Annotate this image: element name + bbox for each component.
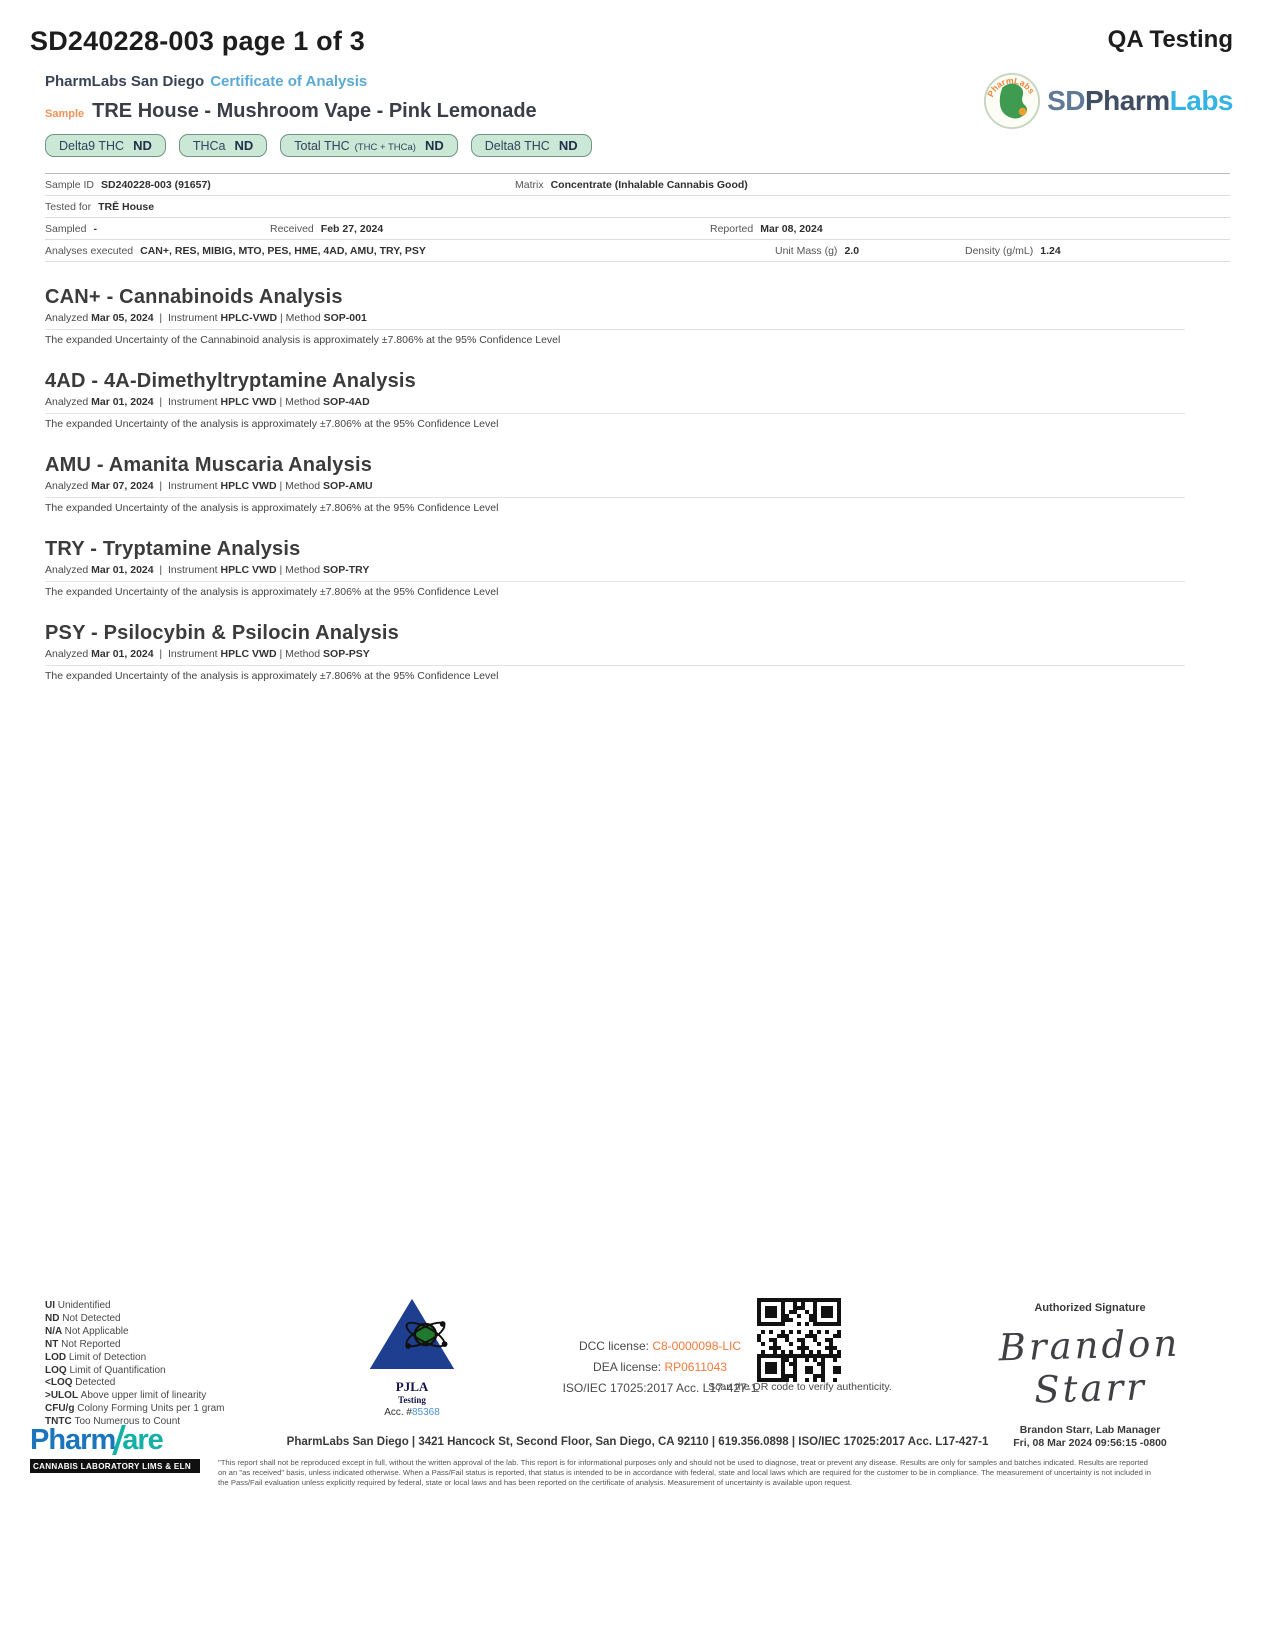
certificate-of-analysis-label: Certificate of Analysis [210, 73, 368, 90]
sample-id-value: SD240228-003 (91657) [101, 178, 211, 191]
legend-text: Colony Forming Units per 1 gram [77, 1403, 225, 1415]
meta-separator: | [276, 396, 286, 408]
section-uncertainty: The expanded Uncertainty of the analysis is approximately ±7.806% at the 95% Confidence Level [45, 665, 1185, 682]
legend-text: Limit of Quantification [69, 1364, 166, 1376]
received-value: Feb 27, 2024 [320, 222, 384, 235]
badge-value: ND [133, 138, 152, 153]
section-title: AMU - Amanita Muscaria Analysis [45, 454, 373, 476]
meta-analyzed-value: Mar 05, 2024 [91, 312, 154, 324]
meta-instrument-label: Instrument [168, 396, 221, 408]
legend-item [45, 1403, 225, 1416]
reported-value: Mar 08, 2024 [760, 222, 823, 235]
pharmware-tagline: CANNABIS LABORATORY LIMS & ELN [30, 1459, 200, 1473]
info-row-1 [45, 174, 1230, 196]
analysis-section-can [45, 286, 1185, 346]
dcc-license-value: C8-0000098-LIC [652, 1339, 742, 1353]
legend-abbr: LOD [45, 1351, 69, 1363]
sample-id-label: Sample ID [45, 178, 95, 191]
meta-separator: | [153, 396, 168, 408]
density-field [965, 245, 1061, 257]
pjla-acc-label: Acc. # [384, 1407, 412, 1418]
brand-pharm: Pharm [1084, 85, 1170, 116]
report-disclaimer: "This report shall not be reproduced except in full, without the written approval of the lab. This report is for informational purposes only and should not be used to diagnose, treat or prevent any disease. Results are only for samples and batches indicated. Results are reported on an "as received" basis, unless indicated otherwise. When a Pass/Fail status is reported, that status is intended to be in accordance with federal, state and local laws which are required for the customer to be in compliance. The measurement of uncertainty is not included in the Pass/Fail evaluation unless explicitly required by federal, state or local laws and has been reported on the certificate of analysis. Measurement of uncertainty is available upon request. [218, 1458, 1152, 1487]
brand-text [1047, 85, 1233, 117]
legend-abbr: LOQ [45, 1364, 70, 1376]
thc-badge [45, 134, 166, 157]
analysis-sections [45, 286, 1185, 682]
section-title: 4AD - 4A-Dimethyltryptamine Analysis [45, 370, 416, 392]
brand-labs: Labs [1169, 85, 1233, 116]
meta-separator: | [276, 648, 286, 660]
section-uncertainty: The expanded Uncertainty of the analysis is approximately ±7.806% at the 95% Confidence Level [45, 413, 1185, 430]
meta-analyzed-value: Mar 01, 2024 [91, 564, 154, 576]
meta-instrument-value: HPLC VWD [220, 564, 277, 576]
meta-instrument-value: HPLC VWD [220, 396, 277, 408]
analyses-field [45, 245, 775, 257]
sample-id-field [45, 179, 515, 191]
meta-instrument-label: Instrument [168, 312, 221, 324]
pharmware-part1: Pharm [30, 1424, 116, 1456]
meta-method-label: Method [285, 312, 324, 324]
signature-date: Fri, 08 Mar 2024 09:56:15 -0800 [1013, 1437, 1167, 1449]
legend-item [45, 1377, 225, 1390]
badge-label: THCa [192, 139, 226, 153]
reported-field [710, 223, 823, 235]
meta-method-value: SOP-AMU [323, 480, 373, 492]
received-label: Received [270, 222, 314, 235]
section-meta [45, 480, 1185, 492]
received-field [270, 223, 710, 235]
badge-label: Delta8 THC [484, 139, 550, 153]
top-header [0, 0, 1275, 57]
section-title: PSY - Psilocybin & Psilocin Analysis [45, 622, 399, 644]
legend-text: Above upper limit of linearity [80, 1390, 207, 1402]
meta-instrument-value: HPLC-VWD [220, 312, 278, 324]
sample-info-block [45, 173, 1230, 262]
section-uncertainty: The expanded Uncertainty of the Cannabinoid analysis is approximately ±7.806% at the 95% Confidence Level [45, 329, 1185, 346]
legend-item [45, 1339, 225, 1352]
tested-for-label: Tested for [45, 200, 92, 213]
pjla-acc-number: 85368 [411, 1407, 440, 1418]
badge-sub: (THC + THCa) [354, 142, 416, 153]
signer-name-title: Brandon Starr, Lab Manager [1019, 1424, 1161, 1436]
legend-abbr: <LOQ [45, 1377, 76, 1389]
legend-item [45, 1313, 225, 1326]
info-row-2 [45, 196, 1230, 218]
thc-badge [280, 134, 457, 157]
legend [45, 1300, 225, 1429]
svg-text:PharmLabs: PharmLabs [985, 75, 1037, 99]
meta-method-label: Method [285, 648, 324, 660]
badge-value: ND [234, 138, 254, 153]
meta-instrument-label: Instrument [168, 564, 221, 576]
pharmware-logo [30, 1424, 200, 1473]
badge-value: ND [558, 138, 578, 153]
meta-separator: | [153, 648, 168, 660]
brand-sd: SD [1047, 85, 1085, 116]
meta-method-value: SOP-001 [323, 312, 367, 324]
legend-item [45, 1365, 225, 1378]
badge-value: ND [424, 138, 444, 153]
analysis-section-try [45, 538, 1185, 598]
iso-accreditation-line: ISO/IEC 17025:2017 Acc. L17-427-1 [562, 1381, 758, 1395]
meta-instrument-label: Instrument [168, 648, 221, 660]
meta-separator: | [153, 564, 168, 576]
thc-badge [471, 134, 592, 157]
sample-name: TRE House - Mushroom Vape - Pink Lemonade [92, 100, 537, 122]
sampled-field [45, 223, 270, 235]
lab-name: PharmLabs San Diego [45, 73, 205, 90]
analyses-value: CAN+, RES, MIBIG, MTO, PES, HME, 4AD, AMU, TRY, PSY [140, 244, 426, 257]
legend-text: Too Numerous to Count [74, 1416, 181, 1428]
matrix-value: Concentrate (Inhalable Cannabis Good) [550, 178, 748, 191]
analysis-section-psy [45, 622, 1185, 682]
pjla-accreditation [352, 1296, 472, 1418]
tested-for-value: TRĒ House [98, 200, 155, 213]
section-meta [45, 312, 1185, 324]
legend-abbr: ND [45, 1312, 63, 1324]
meta-analyzed-value: Mar 01, 2024 [91, 648, 154, 660]
meta-separator: | [276, 480, 286, 492]
sampled-label: Sampled [45, 222, 87, 235]
legend-text: Not Applicable [64, 1325, 129, 1337]
meta-analyzed-label: Analyzed [45, 396, 92, 408]
legend-abbr: CFU/g [45, 1403, 78, 1415]
unit-mass-field [775, 245, 965, 257]
section-meta [45, 648, 1185, 660]
lab-address-line: PharmLabs San Diego | 3421 Hancock St, Second Floor, San Diego, CA 92110 | 619.356.0898 | ISO/IEC 17025:2017 Acc. L17-427-1 [286, 1436, 989, 1448]
density-label: Density (g/mL) [965, 244, 1034, 257]
meta-separator: | [153, 480, 168, 492]
legend-abbr: TNTC [45, 1416, 75, 1428]
legend-abbr: N/A [45, 1325, 65, 1337]
legend-abbr: NT [45, 1338, 62, 1350]
dea-license-value: RP0611043 [664, 1360, 727, 1374]
meta-analyzed-label: Analyzed [45, 564, 92, 576]
meta-analyzed-value: Mar 01, 2024 [91, 396, 154, 408]
sdpharmlabs-logo [983, 72, 1233, 130]
info-row-3 [45, 218, 1230, 240]
sample-label: Sample [45, 108, 85, 120]
analyses-label: Analyses executed [45, 244, 134, 257]
authorized-signature-label: Authorized Signature [1034, 1302, 1146, 1314]
unit-mass-value: 2.0 [844, 244, 860, 257]
tested-for-field [45, 201, 154, 213]
badge-label: Delta9 THC [59, 139, 125, 153]
meta-separator: | [276, 564, 286, 576]
meta-analyzed-label: Analyzed [45, 480, 92, 492]
meta-method-label: Method [285, 480, 324, 492]
pharmware-wordmark [30, 1424, 200, 1457]
matrix-label: Matrix [515, 178, 544, 191]
badge-label: Total THC [294, 139, 350, 153]
meta-method-value: SOP-PSY [323, 648, 370, 660]
legend-abbr: >ULOL [45, 1390, 81, 1402]
unit-mass-label: Unit Mass (g) [775, 244, 838, 257]
legend-text: Unidentified [57, 1300, 111, 1311]
meta-instrument-value: HPLC VWD [220, 648, 277, 660]
pharmware-part2: are [122, 1424, 163, 1456]
meta-method-value: SOP-4AD [323, 396, 370, 408]
meta-method-label: Method [285, 396, 324, 408]
meta-analyzed-value: Mar 07, 2024 [91, 480, 154, 492]
thc-badges [45, 134, 1275, 157]
pjla-sub: Testing [398, 1395, 426, 1405]
signature-script: Brandon Starr [998, 1321, 1181, 1412]
qr-code [757, 1298, 957, 1382]
page-title: SD240228-003 page 1 of 3 [30, 26, 365, 56]
legend-item [45, 1390, 225, 1403]
legend-item [45, 1300, 225, 1313]
pjla-logo-icon [366, 1296, 458, 1373]
analysis-section-amu [45, 454, 1185, 514]
density-value: 1.24 [1040, 244, 1061, 257]
meta-method-label: Method [285, 564, 324, 576]
matrix-field [515, 179, 748, 191]
section-title: CAN+ - Cannabinoids Analysis [45, 286, 343, 308]
meta-method-value: SOP-TRY [323, 564, 370, 576]
legend-item [45, 1352, 225, 1365]
info-row-4 [45, 240, 1230, 262]
meta-instrument-value: HPLC VWD [220, 480, 277, 492]
legend-item [45, 1326, 225, 1339]
thc-badge [179, 134, 267, 157]
legend-text: Limit of Detection [68, 1351, 147, 1363]
meta-analyzed-label: Analyzed [45, 312, 92, 324]
qa-testing-label: QA Testing [1107, 26, 1233, 53]
legend-text: Not Detected [62, 1312, 121, 1324]
section-uncertainty: The expanded Uncertainty of the analysis is approximately ±7.806% at the 95% Confidence Level [45, 497, 1185, 514]
legend-text: Detected [75, 1377, 116, 1389]
section-title: TRY - Tryptamine Analysis [45, 538, 301, 560]
section-meta [45, 564, 1185, 576]
legend-abbr: UI [45, 1300, 58, 1311]
dea-license-label: DEA license: [593, 1360, 662, 1374]
meta-separator: | [153, 312, 168, 324]
qr-caption: Scan the QR code to verify authenticity. [708, 1381, 892, 1393]
analysis-section-4ad [45, 370, 1185, 430]
signature-block [940, 1302, 1240, 1449]
pjla-accession [352, 1407, 472, 1418]
meta-instrument-label: Instrument [168, 480, 221, 492]
pharmlabs-badge-icon [983, 72, 1041, 130]
legend-text: Not Reported [61, 1338, 121, 1350]
dcc-license-label: DCC license: [578, 1339, 649, 1353]
reported-label: Reported [710, 222, 754, 235]
meta-separator: | [277, 312, 286, 324]
section-uncertainty: The expanded Uncertainty of the analysis is approximately ±7.806% at the 95% Confidence Level [45, 581, 1185, 598]
section-meta [45, 396, 1185, 408]
sampled-value: - [93, 222, 97, 235]
pjla-name: PJLA [395, 1379, 429, 1394]
meta-analyzed-label: Analyzed [45, 648, 92, 660]
